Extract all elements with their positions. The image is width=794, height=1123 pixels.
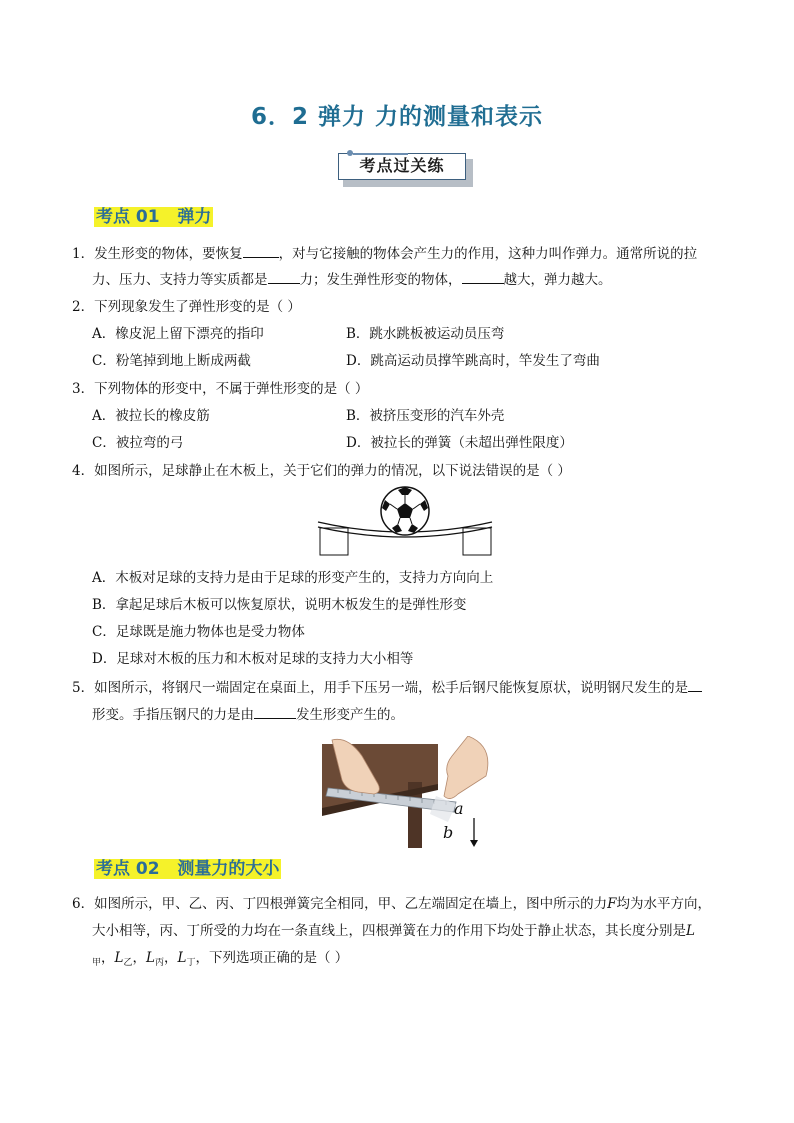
question-3-option-a: A．被拉长的橡皮筋 (92, 408, 210, 424)
blank (243, 243, 279, 258)
badge-decor-bar (353, 153, 408, 155)
blank (254, 704, 296, 719)
question-2-stem: 2．下列现象发生了弹性形变的是（ ） (72, 299, 301, 315)
question-4-option-a: A．木板对足球的支持力是由于足球的形变产生的，支持力方向向上 (92, 570, 494, 586)
right-hand-icon (444, 736, 488, 799)
football-icon (381, 487, 429, 535)
page-title: 6．2 弹力 力的测量和表示 (250, 104, 544, 130)
label-a: a (454, 799, 464, 818)
question-2-option-d: D．跳高运动员撑竿跳高时，竿发生了弯曲 (346, 353, 600, 369)
question-4-option-b: B．拿起足球后木板可以恢复原状，说明木板发生的是弹性形变 (92, 597, 467, 613)
section-badge (338, 153, 474, 187)
down-arrow-head (470, 840, 478, 847)
question-4-stem: 4．如图所示，足球静止在木板上，关于它们的弹力的情况，以下说法错误的是（ ） (72, 463, 571, 479)
question-2-option-c: C．粉笔掉到地上断成两截 (92, 353, 251, 369)
question-2-option-a: A．橡皮泥上留下漂亮的指印 (92, 326, 264, 342)
badge-decor-dot (347, 150, 353, 156)
question-5-line-2: 形变。手指压钢尺的力是由 发生形变产生的。 (92, 704, 404, 725)
question-1-line-1: 1．发生形变的物体，要恢复 ，对与它接触的物体会产生力的作用，这种力叫作弹力。通常所说的拉 (72, 243, 697, 264)
label-b: b (443, 823, 454, 842)
question-1-line-2: 力、压力、支持力等实质都是 力；发生弹性形变的物体， 越大，弹力越大。 (92, 269, 612, 290)
question-3-option-d: D．被拉长的弹簧（未超出弹性限度） (346, 435, 573, 451)
section-heading-02: 考点 02 测量力的大小 (96, 859, 280, 879)
question-6-line-1: 6．如图所示，甲、乙、丙、丁四根弹簧完全相同，甲、乙左端固定在墙上，图中所示的力F均为水平方向， (72, 896, 711, 912)
question-3-stem: 3．下列物体的形变中，不属于弹性形变的是（ ） (72, 381, 369, 397)
blank (462, 269, 504, 284)
question-2-option-b: B．跳水跳板被运动员压弯 (346, 326, 505, 342)
question-6-line-2: 大小相等，丙、丁所受的力均在一条直线上，四根弹簧在力的作用下均处于静止状态，其长度分别是L (92, 923, 695, 939)
question-4-option-c: C．足球既是施力物体也是受力物体 (92, 624, 305, 640)
question-4-option-d: D．足球对木板的压力和木板对足球的支持力大小相等 (92, 651, 414, 667)
blank (268, 269, 300, 284)
question-3-option-b: B．被挤压变形的汽车外壳 (346, 408, 505, 424)
question-6-line-3: $_甲$，$L_乙$，$L_丙$，$L_丁$，下列选项正确的是（ ） (92, 950, 349, 968)
section-heading-01: 考点 01 弹力 (96, 207, 212, 227)
blank (688, 677, 702, 692)
badge-label: 考点过关练 (338, 153, 466, 180)
steel-ruler-figure (318, 736, 494, 848)
question-5-line-1: 5．如图所示，将钢尺一端固定在桌面上，用手下压另一端，松手后钢尺能恢复原状，说明钢尺发生的是 (72, 677, 702, 698)
question-3-option-c: C．被拉弯的弓 (92, 435, 184, 451)
football-on-board-figure (312, 484, 498, 560)
